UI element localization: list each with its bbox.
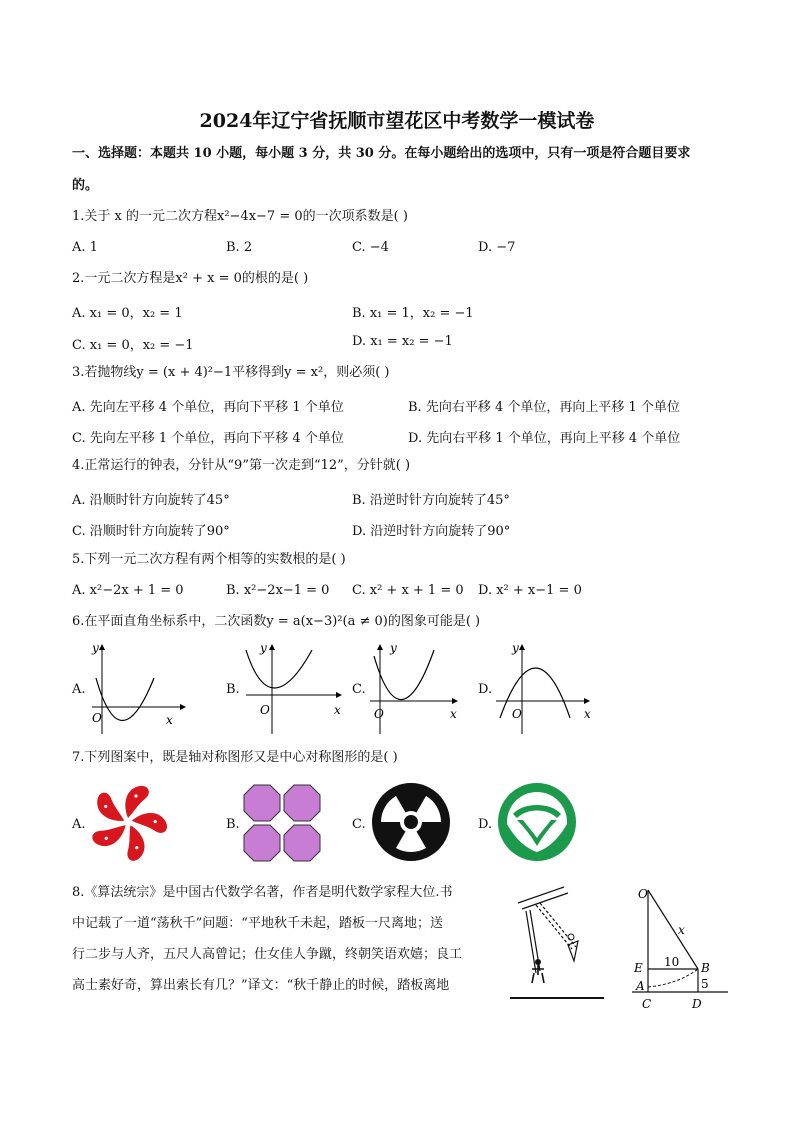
q1-option-d: D. −7 <box>478 240 516 255</box>
q6-label-a: A. <box>72 682 86 697</box>
q4-option-d: D. 沿逆时针方向旋转了90° <box>352 524 511 539</box>
q7-stem: 7.下列图案中，既是轴对称图形又是中心对称图形的是( ) <box>72 750 398 765</box>
q1-option-a: A. 1 <box>72 240 98 255</box>
q3-option-b: B. 先向右平移 4 个单位，再向上平移 1 个单位 <box>408 400 680 415</box>
q6-graph-c <box>366 638 466 738</box>
point-e-label: E <box>634 961 643 975</box>
q6d-y-label: y <box>512 641 519 655</box>
q4-stem: 4.正常运行的钟表，分针从“9”第一次走到“12”，分针就( ) <box>72 458 411 473</box>
q6d-x-label: x <box>584 707 591 721</box>
q2-option-c: C. x₁ = 0，x₂ = −1 <box>72 338 194 353</box>
q8-swing-photo <box>508 885 606 1003</box>
q5-option-c: C. x² + x + 1 = 0 <box>352 583 464 598</box>
q6d-origin: O <box>512 707 522 721</box>
page-title: 2024年辽宁省抚顺市望花区中考数学一模试卷 <box>199 110 595 132</box>
q6a-y-label: y <box>92 641 99 655</box>
q1-option-b: B. 2 <box>226 240 253 255</box>
point-a-label: A <box>636 979 645 993</box>
q6-graph-a <box>88 638 188 738</box>
q6b-origin: O <box>260 703 270 717</box>
q7-label-b: B. <box>226 817 240 832</box>
q3-stem: 3.若抛物线y = (x + 4)²−1平移得到y = x²，则必须( ) <box>72 365 390 380</box>
q8-line-2: 中记载了一道“荡秋千”问题：“平地秋千未起，踏板一尺离地；送 <box>72 916 443 931</box>
q6c-y-label: y <box>390 641 397 655</box>
section-heading: 一、选择题：本题共 10 小题，每小题 3 分，共 30 分。在每小题给出的选项中，只有一项是符合题目要求 <box>72 146 691 161</box>
q3-option-a: A. 先向左平移 4 个单位，再向下平移 1 个单位 <box>72 400 344 415</box>
q7-label-d: D. <box>478 817 493 832</box>
q2-option-d: D. x₁ = x₂ = −1 <box>352 334 453 349</box>
q6-graph-d <box>492 638 602 738</box>
q6b-y-label: y <box>260 641 267 655</box>
q5-option-a: A. x²−2x + 1 = 0 <box>72 583 184 598</box>
point-d-label: D <box>692 997 702 1011</box>
q6a-x-label: x <box>166 713 173 727</box>
q6-stem: 6.在平面直角坐标系中，二次函数y = a(x−3)²(a ≠ 0)的图象可能是( ) <box>72 614 481 629</box>
section-heading-cont: 的。 <box>72 178 99 193</box>
q6b-x-label: x <box>334 703 341 717</box>
q6c-origin: O <box>374 707 384 721</box>
q8-line-3: 行二步与人齐，五尺人高曾记；仕女佳人争蹴，终朝笑语欢嬉；良工 <box>72 947 463 962</box>
q8-line-4: 高士素好奇，算出索长有几？”译文：“秋千静止的时候，踏板离地 <box>72 978 450 993</box>
q1-option-c: C. −4 <box>352 240 389 255</box>
length-5-label: 5 <box>701 977 709 991</box>
q6c-x-label: x <box>450 707 457 721</box>
point-b-label: B <box>701 961 710 975</box>
q5-option-d: D. x² + x−1 = 0 <box>478 583 582 598</box>
q3-option-d: D. 先向右平移 1 个单位，再向上平移 4 个单位 <box>408 431 681 446</box>
q4-option-b: B. 沿逆时针方向旋转了45° <box>352 493 510 508</box>
segment-x-label: x <box>678 923 685 937</box>
q5-stem: 5.下列一元二次方程有两个相等的实数根的是( ) <box>72 552 346 567</box>
q4-option-a: A. 沿顺时针方向旋转了45° <box>72 493 230 508</box>
point-c-label: C <box>642 997 652 1011</box>
q8-line-1: 8.《算法统宗》是中国古代数学名著，作者是明代数学家程大位.书 <box>72 885 453 900</box>
q4-option-c: C. 沿顺时针方向旋转了90° <box>72 524 230 539</box>
q6-graph-b <box>240 638 350 738</box>
q2-option-b: B. x₁ = 1，x₂ = −1 <box>352 306 474 321</box>
q7-radiation-icon <box>371 782 451 862</box>
q3-option-c: C. 先向左平移 1 个单位，再向下平移 4 个单位 <box>72 431 344 446</box>
q8-geometry-figure <box>632 884 732 1014</box>
q7-octagons-icon <box>243 784 321 862</box>
point-o-label: O <box>638 887 648 901</box>
q5-option-b: B. x²−2x−1 = 0 <box>226 583 330 598</box>
q7-label-a: A. <box>72 817 86 832</box>
q7-green-logo-icon <box>497 782 577 862</box>
q6-label-b: B. <box>226 682 240 697</box>
q6a-origin: O <box>92 711 102 725</box>
q6-label-d: D. <box>478 682 493 697</box>
q7-bauhinia-icon <box>86 782 170 862</box>
q7-label-c: C. <box>352 817 366 832</box>
q2-stem: 2.一元二次方程是x² + x = 0的根的是( ) <box>72 271 309 286</box>
q2-option-a: A. x₁ = 0，x₂ = 1 <box>72 306 183 321</box>
q1-stem: 1.关于 x 的一元二次方程x²−4x−7 = 0的一次项系数是( ) <box>72 209 408 224</box>
length-10-label: 10 <box>664 955 680 969</box>
q6-label-c: C. <box>352 682 366 697</box>
